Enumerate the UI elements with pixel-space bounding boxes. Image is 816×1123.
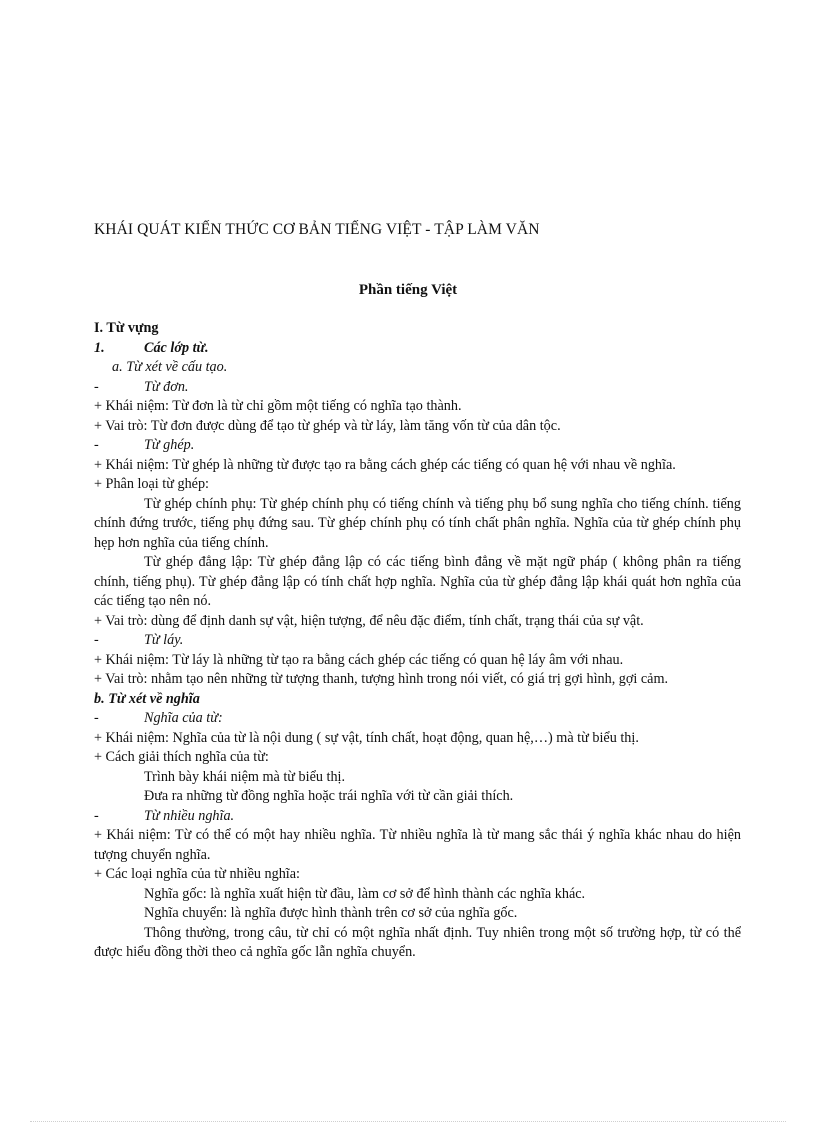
paragraph: + Các loại nghĩa của từ nhiều nghĩa:: [94, 866, 300, 882]
item-heading: Từ nhiều nghĩa.: [144, 807, 235, 824]
page-bottom-divider: [30, 1121, 786, 1122]
item-heading: Từ láy.: [144, 632, 184, 648]
heading-text: Các lớp từ.: [144, 339, 209, 356]
paragraph: Từ ghép chính phụ: Từ ghép chính phụ có tiếng chính và tiếng phụ bổ sung nghĩa cho tiếng chính. tiếng chính đứng trước, tiếng phụ đứng sau. Từ ghép chính phụ có tính chất phân nghĩa. Nghĩa của từ ghép chính phụ hẹp hơn nghĩa của tiếng chính.: [94, 495, 741, 551]
item-heading: Nghĩa của từ:: [144, 710, 223, 726]
paragraph: Thông thường, trong câu, từ chỉ có một nghĩa nhất định. Tuy nhiên trong một số trường hợp, từ có thể được hiểu đồng thời theo cả nghĩa gốc lẫn nghĩa chuyển.: [94, 924, 741, 960]
paragraph: + Vai trò: Từ đơn được dùng để tạo từ ghép và từ láy, làm tăng vốn từ của dân tộc.: [94, 417, 561, 434]
paragraph: Từ ghép đẳng lập: Từ ghép đẳng lập có các tiếng bình đẳng về mặt ngữ pháp ( không phân ra tiếng chính, tiếng phụ). Từ ghép đẳng lập có tính chất hợp nghĩa. Nghĩa của từ ghép đẳng lập khái quát hơn nghĩa của các tiếng tạo nên nó.: [94, 554, 741, 609]
paragraph: + Khái niệm: Từ ghép là những từ được tạo ra bằng cách ghép các tiếng có quan hệ với nhau về nghĩa.: [94, 456, 676, 473]
paragraph: + Phân loại từ ghép:: [94, 476, 209, 492]
paragraph: + Khái niệm: Nghĩa của từ là nội dung ( sự vật, tính chất, hoạt động, quan hệ,…) mà từ biểu thị.: [94, 729, 639, 746]
paragraph: + Khái niệm: Từ láy là những từ tạo ra bằng cách ghép các tiếng có quan hệ láy âm với nhau.: [94, 651, 624, 668]
dash-item-tu-lay: [94, 631, 741, 651]
dash-marker: -: [94, 437, 99, 453]
dash-item-tu-ghep: [94, 436, 741, 456]
heading-cac-lop-tu: [94, 339, 741, 359]
heading-number: 1.: [94, 339, 105, 356]
dash-marker: -: [94, 807, 99, 824]
paragraph: Nghĩa gốc: là nghĩa xuất hiện từ đầu, làm cơ sở để hình thành các nghĩa khác.: [144, 885, 586, 902]
document-title: KHÁI QUÁT KIẾN THỨC CƠ BẢN TIẾNG VIỆT - TẬP LÀM VĂN: [94, 221, 540, 238]
paragraph: + Cách giải thích nghĩa của từ:: [94, 749, 269, 765]
dash-marker: -: [94, 378, 99, 395]
section-title: Phần tiếng Việt: [358, 282, 458, 298]
paragraph: Nghĩa chuyển: là nghĩa được hình thành trên cơ sở của nghĩa gốc.: [144, 905, 518, 921]
heading-tu-xet-ve-nghia: b. Từ xét về nghĩa: [94, 690, 200, 707]
paragraph: + Vai trò: nhằm tạo nên những từ tượng thanh, tượng hình trong nói viết, có giá trị gợi hình, gợi cảm.: [94, 671, 669, 687]
item-heading: Từ đơn.: [144, 378, 189, 395]
paragraph: + Vai trò: dùng để định danh sự vật, hiện tượng, để nêu đặc điểm, tính chất, trạng thái của sự vật.: [94, 612, 644, 629]
document-body: [94, 319, 741, 963]
paragraph: + Khái niệm: Từ có thể có một hay nhiều nghĩa. Từ nhiều nghĩa là từ mang sắc thái ý nghĩa khác nhau do hiện tượng chuyển nghĩa.: [94, 827, 741, 863]
dash-marker: -: [94, 632, 99, 648]
heading-tu-xet-ve-cau-tao: a. Từ xét về cấu tạo.: [112, 359, 228, 375]
paragraph: Đưa ra những từ đồng nghĩa hoặc trái nghĩa với từ cần giải thích.: [144, 788, 514, 804]
item-heading: Từ ghép.: [144, 437, 195, 453]
dash-item-nghia-cua-tu: [94, 709, 741, 729]
dash-item-tu-don: [94, 378, 741, 398]
paragraph: Trình bày khái niệm mà từ biểu thị.: [144, 768, 346, 785]
dash-marker: -: [94, 710, 99, 726]
paragraph: + Khái niệm: Từ đơn là từ chỉ gồm một tiếng có nghĩa tạo thành.: [94, 398, 462, 414]
heading-tu-vung: I. Từ vựng: [94, 320, 159, 336]
dash-item-tu-nhieu-nghia: [94, 807, 741, 827]
